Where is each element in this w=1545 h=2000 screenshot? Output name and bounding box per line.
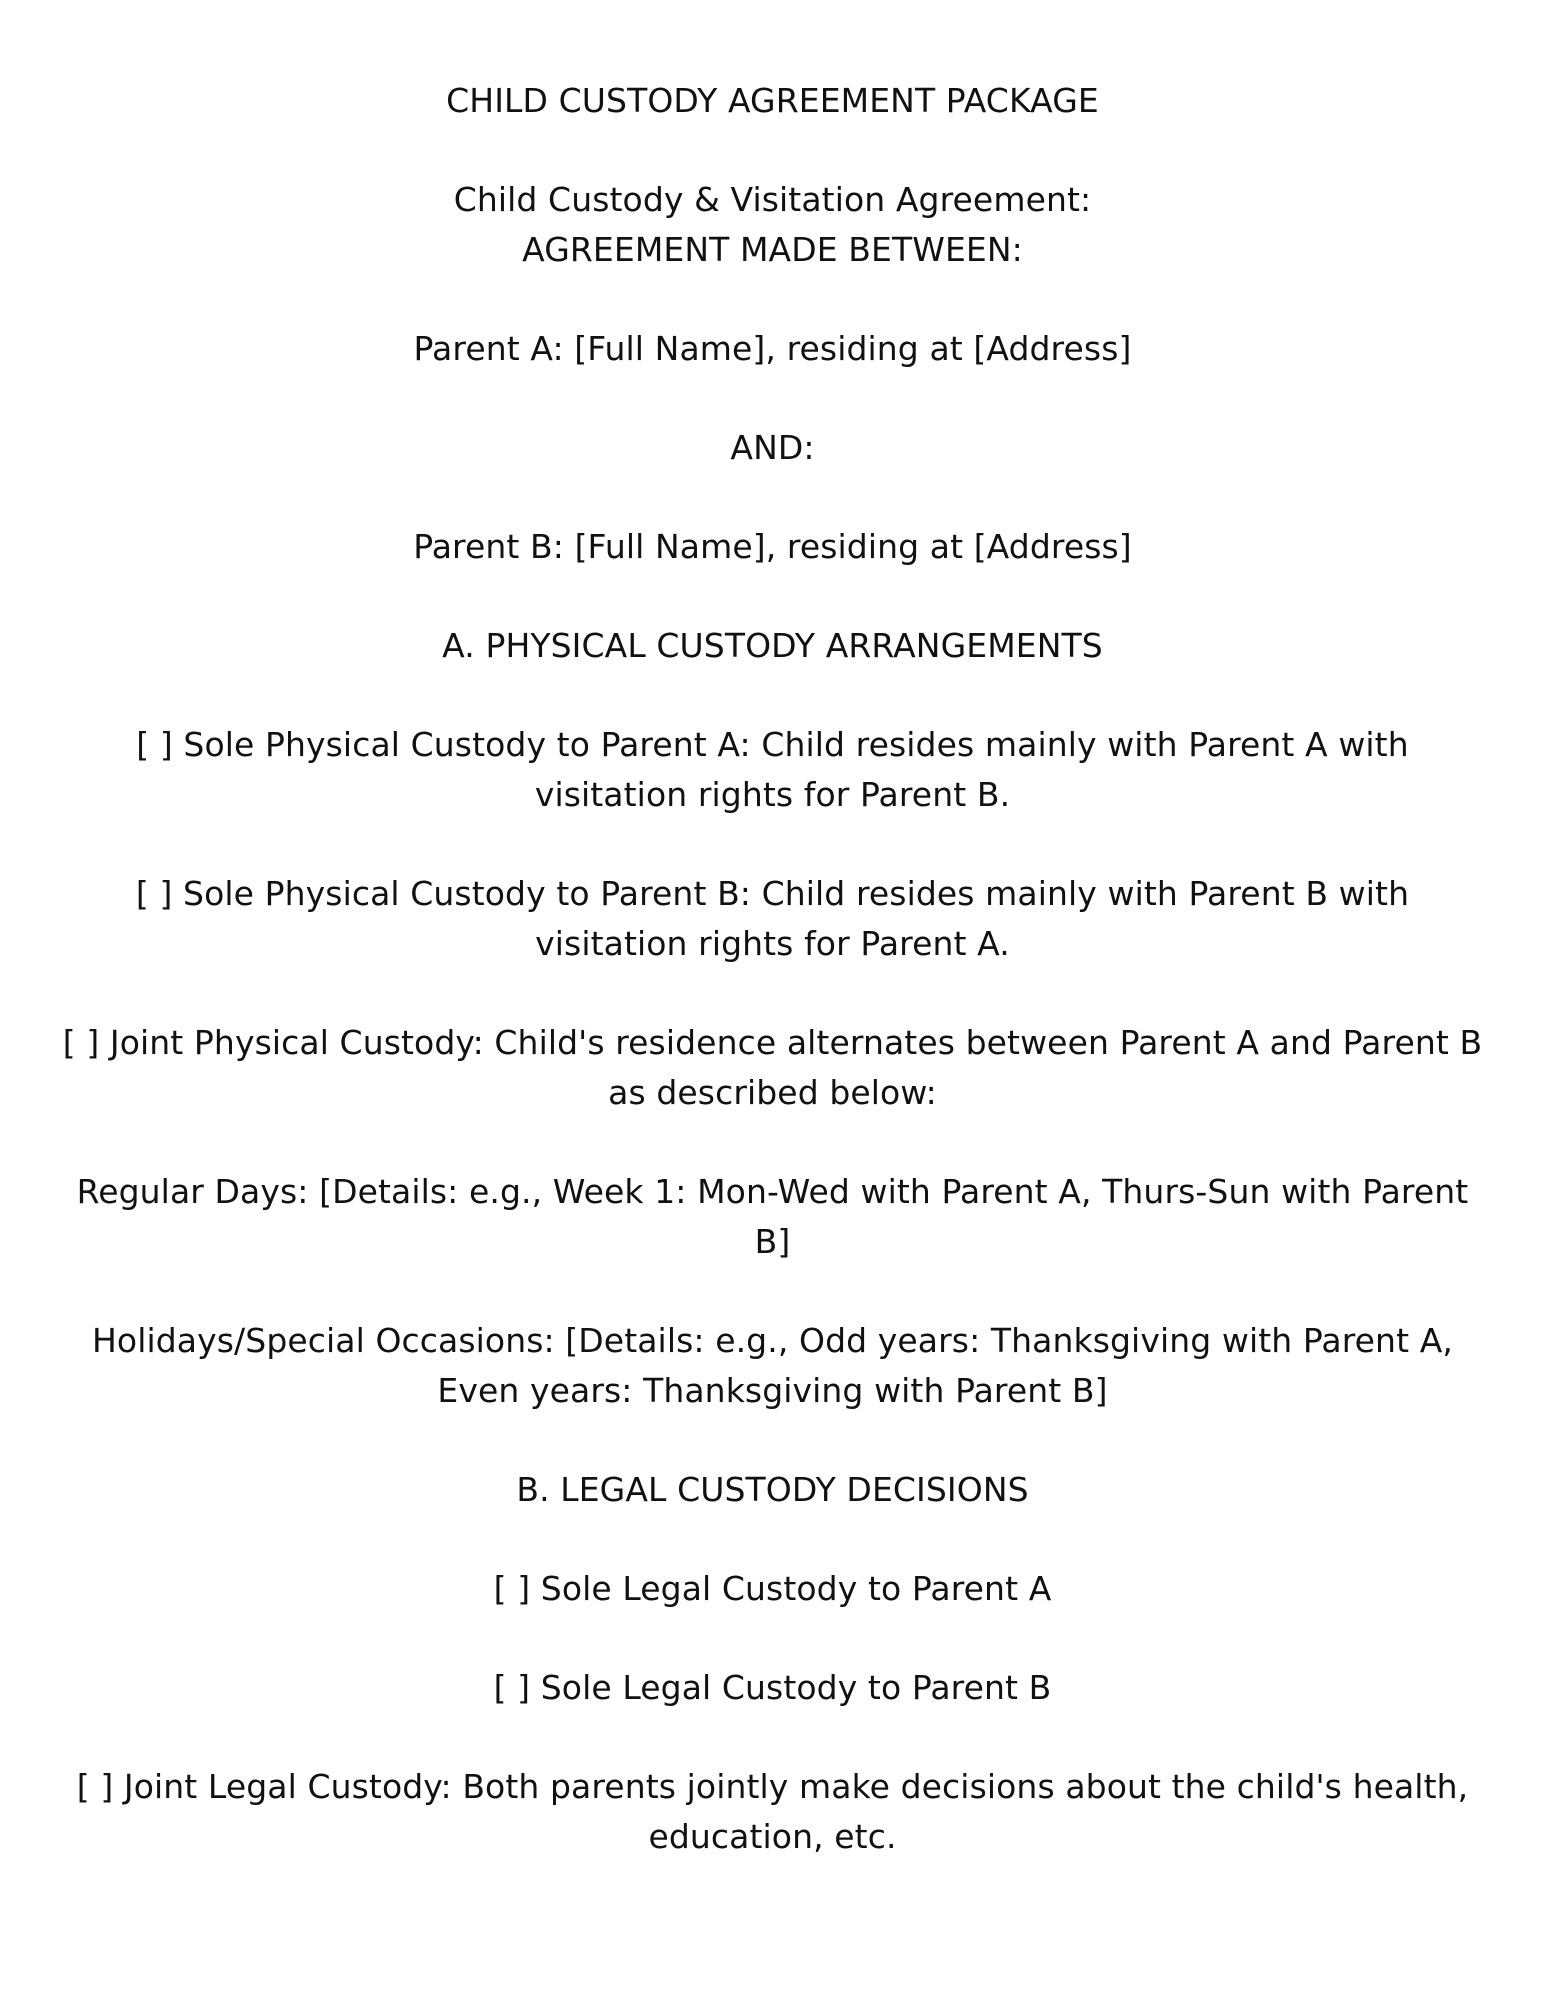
legal-custody-option-sole-a bbox=[55, 1564, 1490, 1614]
option-text: Sole Physical Custody to Parent A: Child resides mainly with Parent A with visitation rights for Parent B. bbox=[183, 725, 1409, 814]
checkbox-joint-legal[interactable]: [ ] bbox=[76, 1767, 114, 1806]
checkbox-sole-physical-a[interactable]: [ ] bbox=[136, 725, 173, 764]
agreement-subtitle: Child Custody & Visitation Agreement: bbox=[453, 180, 1092, 219]
physical-custody-option-sole-b bbox=[55, 869, 1490, 969]
option-text: Sole Physical Custody to Parent B: Child resides mainly with Parent B with visitation rights for Parent A. bbox=[183, 874, 1410, 963]
option-text: Joint Legal Custody: Both parents jointly make decisions about the child's health, education, etc. bbox=[123, 1767, 1469, 1856]
checkbox-sole-legal-b[interactable]: [ ] bbox=[493, 1668, 531, 1707]
agreement-made-between: AGREEMENT MADE BETWEEN: bbox=[522, 230, 1023, 269]
legal-custody-option-joint bbox=[55, 1762, 1490, 1862]
option-text: Sole Legal Custody to Parent B bbox=[540, 1668, 1052, 1707]
regular-days-line: Regular Days: [Details: e.g., Week 1: Mon-Wed with Parent A, Thurs-Sun with Parent B] bbox=[76, 1172, 1469, 1261]
and-line: AND: bbox=[730, 428, 815, 467]
option-text: Joint Physical Custody: Child's residence alternates between Parent A and Parent B as described below: bbox=[109, 1023, 1483, 1112]
section-b-heading: B. LEGAL CUSTODY DECISIONS bbox=[516, 1470, 1029, 1509]
parent-b-line: Parent B: [Full Name], residing at [Address] bbox=[413, 527, 1132, 566]
checkbox-joint-physical[interactable]: [ ] bbox=[62, 1023, 100, 1062]
document-body bbox=[55, 76, 1490, 1862]
checkbox-sole-physical-b[interactable]: [ ] bbox=[135, 874, 173, 913]
holidays-line: Holidays/Special Occasions: [Details: e.g., Odd years: Thanksgiving with Parent A, Even years: Thanksgiving with Parent B] bbox=[92, 1321, 1453, 1410]
option-text: Sole Legal Custody to Parent A bbox=[540, 1569, 1052, 1608]
physical-custody-option-sole-a bbox=[55, 720, 1490, 820]
checkbox-sole-legal-a[interactable]: [ ] bbox=[493, 1569, 531, 1608]
parent-a-line: Parent A: [Full Name], residing at [Address] bbox=[413, 329, 1132, 368]
section-a-heading: A. PHYSICAL CUSTODY ARRANGEMENTS bbox=[442, 626, 1103, 665]
document-title: CHILD CUSTODY AGREEMENT PACKAGE bbox=[446, 81, 1099, 120]
physical-custody-option-joint bbox=[55, 1018, 1490, 1118]
legal-custody-option-sole-b bbox=[55, 1663, 1490, 1713]
